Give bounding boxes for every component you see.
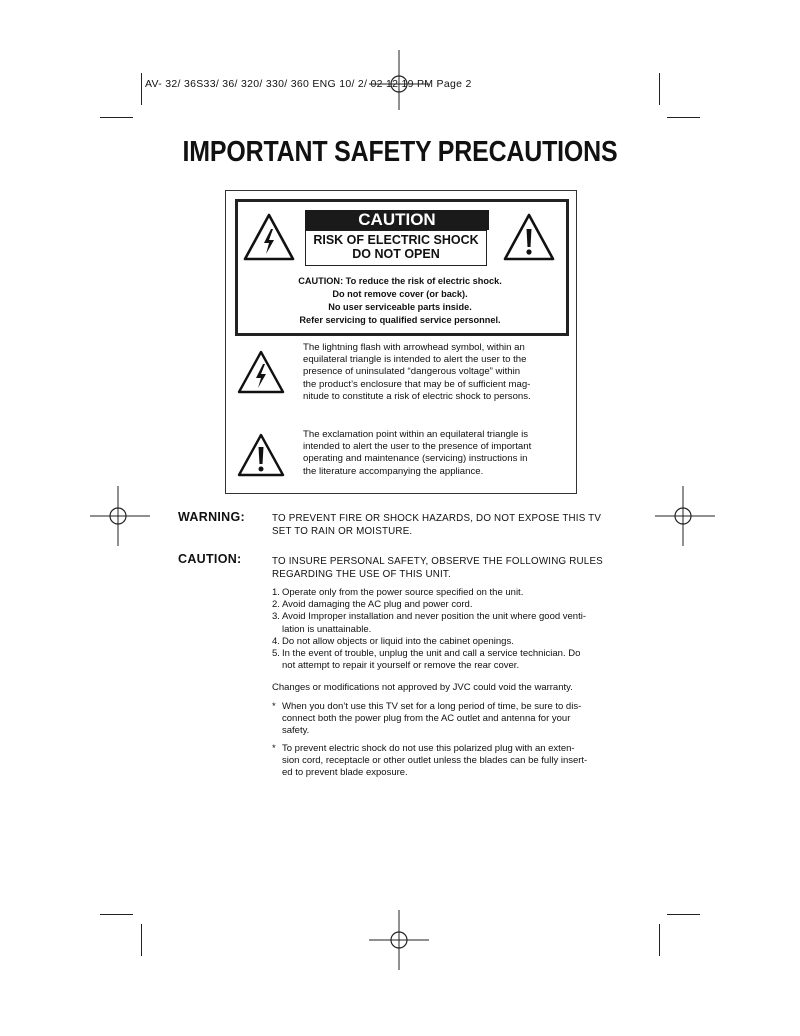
list-item	[272, 636, 624, 648]
crop-mark	[141, 924, 142, 956]
rule-line: lation is unattainable.	[282, 623, 372, 635]
lightning-triangle-icon	[236, 349, 286, 395]
explanation-line: The exclamation point within an equilateral triangle is	[303, 429, 529, 440]
caution-panel-text	[260, 275, 540, 327]
page-title: IMPORTANT SAFETY PRECAUTIONS	[182, 136, 618, 168]
registration-mark-icon	[369, 50, 429, 110]
crop-mark	[100, 914, 133, 915]
shock-warning-line: RISK OF ELECTRIC SHOCK	[313, 233, 479, 247]
crop-mark	[659, 73, 660, 105]
caution-banner: CAUTION	[305, 210, 489, 230]
registration-mark-icon	[369, 910, 429, 970]
rule-line: In the event of trouble, unplug the unit and call a service technician. Do	[282, 648, 581, 660]
rule-line: Operate only from the power source specified on the unit.	[282, 587, 524, 598]
caution-panel-line: Do not remove cover (or back).	[332, 289, 468, 299]
note-line: sion cord, receptacle or other outlet unless the blades can be fully insert-	[282, 755, 588, 767]
note-line: ed to prevent blade exposure.	[282, 767, 408, 779]
warning-line: SET TO RAIN OR MOISTURE.	[272, 526, 413, 537]
explanation-line: the literature accompanying the appliance.	[303, 465, 484, 477]
list-number: 3.	[272, 611, 280, 623]
crop-mark	[667, 914, 700, 915]
storage-note	[272, 701, 624, 738]
warning-text	[272, 512, 622, 538]
list-number: 5.	[272, 648, 280, 660]
print-header: AV- 32/ 36S33/ 36/ 320/ 330/ 360 ENG 10/ 2/ 02 12 19 PM Page 2	[145, 78, 472, 90]
note-line: safety.	[282, 725, 310, 737]
shock-warning-label	[305, 230, 487, 266]
rule-line: Avoid damaging the AC plug and power cord.	[282, 599, 473, 611]
crop-mark	[659, 924, 660, 956]
caution-line: TO INSURE PERSONAL SAFETY, OBSERVE THE FOLLOWING RULES	[272, 556, 603, 567]
exclamation-triangle-icon	[236, 432, 286, 478]
bullet-star: *	[272, 743, 276, 754]
crop-mark	[100, 117, 133, 118]
exclamation-triangle-icon	[502, 212, 556, 262]
lightning-triangle-icon	[242, 212, 296, 262]
warning-line: TO PREVENT FIRE OR SHOCK HAZARDS, DO NOT EXPOSE THIS TV	[272, 513, 602, 524]
explanation-line: presence of uninsulated “dangerous voltage” within	[303, 366, 521, 378]
explanation-line: intended to alert the user to the presence of important	[303, 441, 532, 453]
list-item	[272, 599, 624, 611]
caution-intro	[272, 555, 622, 581]
rule-line: Avoid Improper installation and never position the unit where good venti-	[282, 611, 587, 623]
caution-panel-line: No user serviceable parts inside.	[328, 302, 472, 312]
caution-rules	[272, 587, 624, 672]
registration-mark-icon	[655, 486, 715, 546]
rule-line: Do not allow objects or liquid into the cabinet openings.	[282, 635, 514, 647]
note-line: When you don’t use this TV set for a long period of time, be sure to dis-	[282, 701, 582, 712]
explanation-line: operating and maintenance (servicing) instructions in	[303, 453, 528, 465]
polarized-plug-note	[272, 743, 624, 780]
list-item	[272, 611, 624, 635]
caution-line: REGARDING THE USE OF THIS UNIT.	[272, 569, 451, 580]
crop-mark	[141, 73, 142, 105]
note-line: connect both the power plug from the AC outlet and antenna for your	[282, 713, 571, 725]
explanation-line: the product’s enclosure that may be of sufficient mag-	[303, 378, 531, 390]
list-item	[272, 648, 624, 672]
bullet-star: *	[272, 701, 276, 712]
caution-panel-line: Refer servicing to qualified service personnel.	[299, 315, 501, 325]
registration-mark-icon	[90, 486, 150, 546]
note-line: To prevent electric shock do not use this polarized plug with an exten-	[282, 743, 575, 754]
explanation-line: The lightning flash with arrowhead symbol, within an	[303, 342, 525, 353]
list-item	[272, 587, 624, 599]
caution-panel-line: CAUTION: To reduce the risk of electric shock.	[298, 276, 502, 286]
list-item	[272, 701, 624, 738]
list-number: 2.	[272, 599, 280, 611]
list-number: 1.	[272, 587, 280, 598]
explanation-line: equilateral triangle is intended to alert the user to the	[303, 354, 527, 366]
shock-warning-line: DO NOT OPEN	[352, 246, 440, 261]
caution-label: CAUTION:	[178, 552, 242, 566]
warranty-note: Changes or modifications not approved by JVC could void the warranty.	[272, 682, 573, 693]
list-item	[272, 743, 624, 780]
rule-line: not attempt to repair it yourself or remove the rear cover.	[282, 660, 520, 672]
lightning-explanation	[303, 342, 558, 403]
explanation-line: nitude to constitute a risk of electric shock to persons.	[303, 390, 531, 402]
crop-mark	[667, 117, 700, 118]
warning-label: WARNING:	[178, 510, 245, 524]
exclamation-explanation	[303, 429, 558, 478]
list-number: 4.	[272, 635, 280, 647]
